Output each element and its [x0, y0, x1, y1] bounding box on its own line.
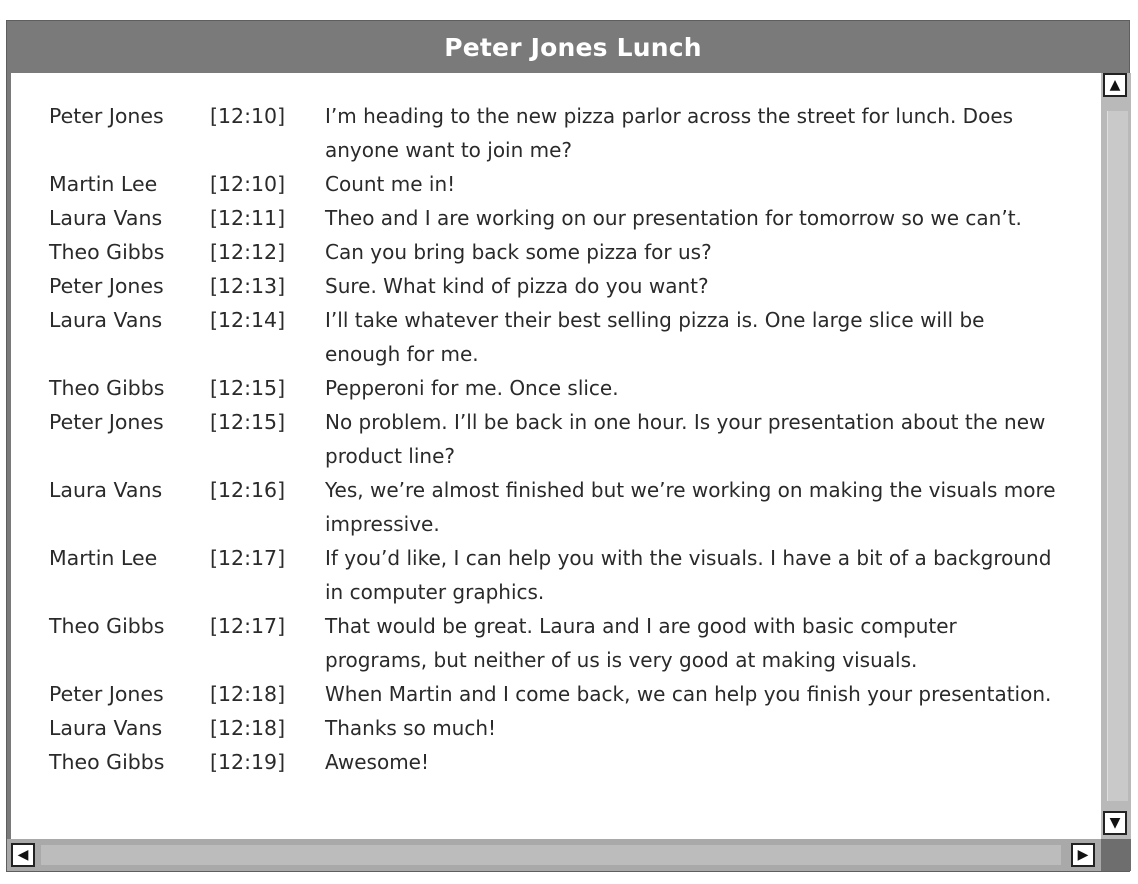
message-timestamp: [12:13] — [210, 274, 286, 298]
message-text: Can you bring back some pizza for us? — [325, 240, 712, 264]
message-row — [49, 167, 1061, 201]
message-timestamp: [12:19] — [210, 750, 286, 774]
message-timestamp: [12:18] — [210, 716, 286, 740]
message-timestamp: [12:18] — [210, 682, 286, 706]
scroll-down-button[interactable] — [1103, 811, 1127, 835]
scroll-right-button[interactable] — [1071, 843, 1095, 867]
message-row — [49, 201, 1061, 235]
message-timestamp: [12:10] — [210, 104, 286, 128]
horizontal-scroll-track[interactable] — [41, 845, 1061, 865]
arrow-down-icon: ▼ — [1109, 815, 1121, 831]
chat-log — [11, 73, 1101, 839]
message-timestamp: [12:17] — [210, 546, 286, 570]
message-text: Yes, we’re almost finished but we’re working on making the visuals more impressive. — [325, 478, 1056, 536]
message-row — [49, 99, 1061, 167]
message-row — [49, 235, 1061, 269]
sender-name: Peter Jones — [49, 682, 164, 706]
scroll-left-button[interactable] — [11, 843, 35, 867]
scrollbar-corner — [1101, 839, 1131, 871]
message-timestamp: [12:10] — [210, 172, 286, 196]
sender-name: Martin Lee — [49, 172, 158, 196]
message-timestamp: [12:16] — [210, 478, 286, 502]
sender-name: Theo Gibbs — [49, 750, 165, 774]
message-table — [49, 99, 1061, 779]
message-text: Count me in! — [325, 172, 456, 196]
message-row — [49, 711, 1061, 745]
sender-name: Peter Jones — [49, 104, 164, 128]
message-row — [49, 609, 1061, 677]
message-text: Theo and I are working on our presentation for tomorrow so we can’t. — [325, 206, 1022, 230]
message-text: Pepperoni for me. Once slice. — [325, 376, 619, 400]
sender-name: Theo Gibbs — [49, 240, 165, 264]
message-row — [49, 405, 1061, 473]
vertical-scroll-track[interactable] — [1107, 111, 1128, 801]
message-timestamp: [12:17] — [210, 614, 286, 638]
sender-name: Peter Jones — [49, 274, 164, 298]
message-timestamp: [12:12] — [210, 240, 286, 264]
message-timestamp: [12:11] — [210, 206, 286, 230]
message-row — [49, 677, 1061, 711]
sender-name: Laura Vans — [49, 308, 163, 332]
message-text: Awesome! — [325, 750, 429, 774]
message-text: When Martin and I come back, we can help you finish your presentation. — [325, 682, 1052, 706]
horizontal-scrollbar[interactable] — [7, 839, 1101, 871]
message-text: Sure. What kind of pizza do you want? — [325, 274, 709, 298]
message-list — [49, 99, 1061, 779]
message-row — [49, 473, 1061, 541]
message-row — [49, 371, 1061, 405]
sender-name: Theo Gibbs — [49, 376, 165, 400]
message-text: No problem. I’ll be back in one hour. Is your presentation about the new product line? — [325, 410, 1046, 468]
message-timestamp: [12:14] — [210, 308, 286, 332]
message-timestamp: [12:15] — [210, 376, 286, 400]
arrow-right-icon: ▶ — [1077, 847, 1089, 863]
scroll-up-button[interactable] — [1103, 73, 1127, 97]
sender-name: Theo Gibbs — [49, 614, 165, 638]
message-text: I’ll take whatever their best selling pizza is. One large slice will be enough for me. — [325, 308, 985, 366]
title-bar — [7, 21, 1129, 73]
sender-name: Laura Vans — [49, 478, 163, 502]
sender-name: Martin Lee — [49, 546, 158, 570]
message-row — [49, 303, 1061, 371]
sender-name: Laura Vans — [49, 716, 163, 740]
arrow-up-icon: ▲ — [1109, 77, 1121, 93]
message-text: If you’d like, I can help you with the visuals. I have a bit of a background in computer graphics. — [325, 546, 1052, 604]
window-title: Peter Jones Lunch — [444, 32, 702, 62]
message-row — [49, 269, 1061, 303]
sender-name: Laura Vans — [49, 206, 163, 230]
message-text: I’m heading to the new pizza parlor across the street for lunch. Does anyone want to join me? — [325, 104, 1014, 162]
message-text: Thanks so much! — [325, 716, 497, 740]
sender-name: Peter Jones — [49, 410, 164, 434]
chat-window — [6, 20, 1130, 872]
arrow-left-icon: ◀ — [17, 847, 29, 863]
message-text: That would be great. Laura and I are good with basic computer programs, but neither of us is very good at making visuals. — [325, 614, 957, 672]
message-row — [49, 541, 1061, 609]
message-timestamp: [12:15] — [210, 410, 286, 434]
vertical-scrollbar[interactable] — [1101, 73, 1131, 839]
message-row — [49, 745, 1061, 779]
